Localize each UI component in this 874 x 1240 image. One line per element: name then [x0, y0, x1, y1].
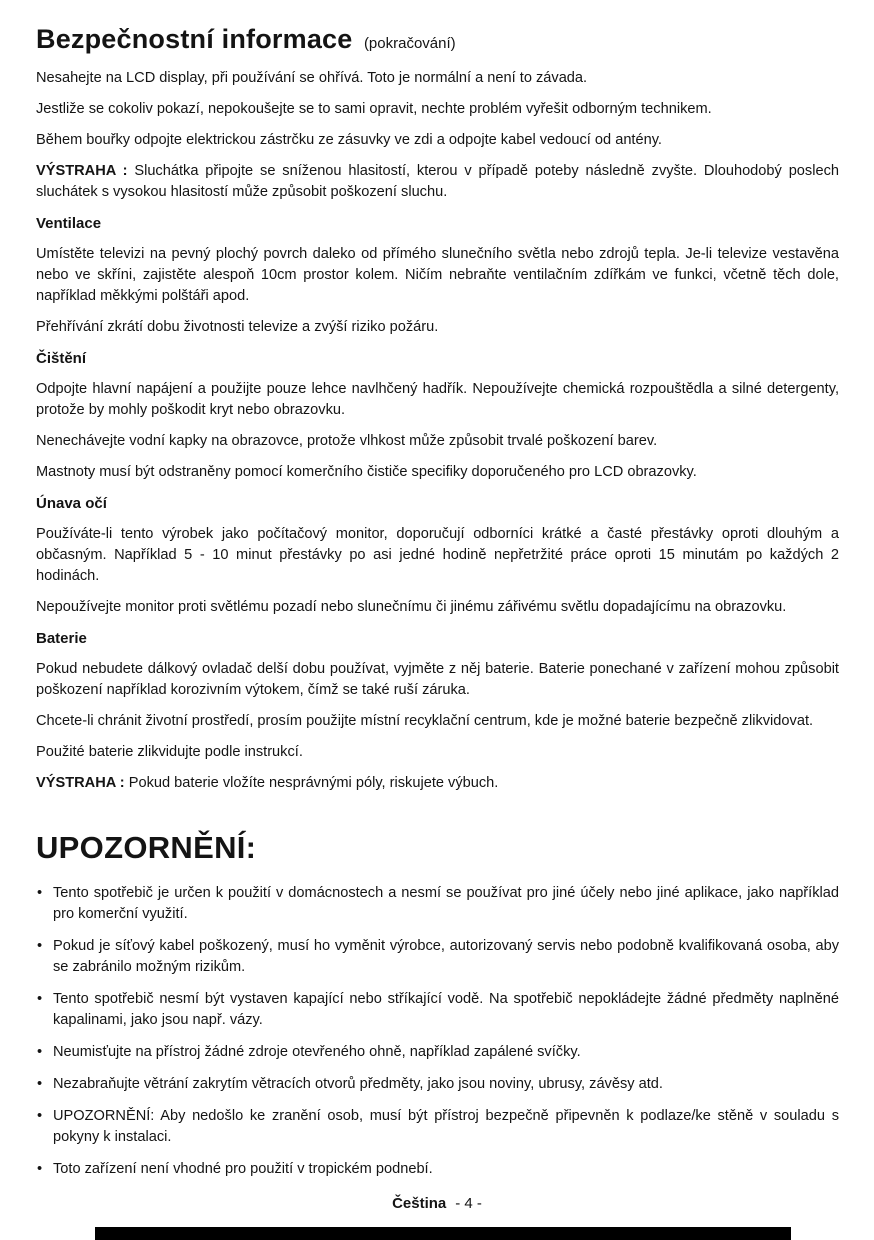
section-heading-baterie: Baterie	[36, 630, 87, 647]
notice-item-text: Neumisťujte na přístroj žádné zdroje otevřeného ohně, například zapálené svíčky.	[53, 1044, 581, 1060]
section-paragraph: Mastnoty musí být odstraněny pomocí komerčního čističe specifiky doporučeného pro LCD obrazovky.	[36, 464, 697, 480]
notice-item	[36, 1106, 839, 1148]
notice-item	[36, 936, 839, 978]
bullet-icon: •	[37, 1108, 43, 1124]
footer-language: Čeština	[392, 1195, 447, 1212]
notice-item-text: Pokud je síťový kabel poškozený, musí ho vyměnit výrobce, autorizovaný servis nebo podobně kvalifikovaná osoba, aby se zabránilo možným rizikům.	[53, 938, 839, 975]
bullet-icon: •	[37, 1076, 43, 1092]
notice-item-text: UPOZORNĚNÍ: Aby nedošlo ke zranění osob, musí být přístroj bezpečně připevněn k podlaze/ke stěně v souladu s pokyny k instalaci.	[53, 1108, 839, 1145]
page-title: Bezpečnostní informace	[36, 24, 353, 54]
notice-item-text: Nezabraňujte větrání zakrytím větracích otvorů předměty, jako jsou noviny, ubrusy, závěsy atd.	[53, 1076, 663, 1092]
notice-list	[36, 883, 839, 1180]
notice-item	[36, 883, 839, 925]
section-heading-unava-oci: Únava očí	[36, 495, 107, 512]
bullet-icon: •	[37, 938, 43, 954]
warning-headphones-paragraph	[36, 161, 839, 203]
section-paragraph: Použité baterie zlikvidujte podle instrukcí.	[36, 744, 303, 760]
notice-item	[36, 989, 839, 1031]
notice-item	[36, 1159, 839, 1180]
warning-label: VÝSTRAHA :	[36, 163, 128, 179]
section-paragraph: Nepoužívejte monitor proti světlému pozadí nebo slunečnímu či jinému zářivému světlu dopadajícímu na obrazovku.	[36, 599, 787, 615]
notice-item	[36, 1074, 839, 1095]
warning-text: Sluchátka připojte se sníženou hlasitostí, kterou v případě poteby následně zvyšte. Dlouhodobý poslech sluchátek s vysokou hlasitostí může způsobit poškození sluchu.	[36, 163, 839, 200]
section-paragraph: Pokud nebudete dálkový ovladač delší dobu používat, vyjměte z něj baterie. Baterie ponechané v zařízení mohou způsobit poškození například korozivním výtokem, čímž se také ruší záruka.	[36, 661, 839, 698]
bullet-icon: •	[37, 885, 43, 901]
bottom-black-bar	[95, 1227, 791, 1240]
section-paragraph: Nenechávejte vodní kapky na obrazovce, protože vlhkost může způsobit trvalé poškození barev.	[36, 433, 658, 449]
bullet-icon: •	[37, 1044, 43, 1060]
intro-paragraph: Nesahejte na LCD display, při používání se ohřívá. Toto je normální a není to závada.	[36, 70, 588, 86]
warning-label: VÝSTRAHA :	[36, 775, 125, 791]
notice-item-text: Toto zařízení není vhodné pro použití v tropickém podnebí.	[53, 1161, 433, 1177]
section-heading-ventilace: Ventilace	[36, 215, 102, 232]
section-paragraph: Přehřívání zkrátí dobu životnosti televize a zvýší riziko požáru.	[36, 319, 439, 335]
bullet-icon: •	[37, 991, 43, 1007]
page-title-row	[36, 24, 839, 55]
warning-text: Pokud baterie vložíte nesprávnými póly, riskujete výbuch.	[128, 775, 499, 791]
section-paragraph: Umístěte televizi na pevný plochý povrch daleko od přímého slunečního světla nebo zdrojů tepla. Je-li televize vestavěna nebo ve skříni, zajistěte alespoň 10cm prostor kolem. Ničím nebraňte ventilačním zdířkám ve funkci, včetně těch dole, například měkkými polštáři apod.	[36, 246, 839, 304]
notice-item-text: Tento spotřebič nesmí být vystaven kapající nebo stříkající vodě. Na spotřebič nepokládejte žádné předměty naplněné kapalinami, jako jsou např. vázy.	[53, 991, 839, 1028]
notice-item	[36, 1042, 839, 1063]
notice-item-text: Tento spotřebič je určen k použití v domácnostech a nesmí se používat pro jiné účely nebo jiné aplikace, jako například pro komerční využití.	[53, 885, 839, 922]
section-heading-cisteni: Čištění	[36, 350, 87, 367]
section-paragraph: Používáte-li tento výrobek jako počítačový monitor, doporučují odborníci krátké a časté přestávky oproti dlouhým a občasným. Například 5 - 10 minut přestávky po asi jedné hodině nepřetržité práce oproti 15 minutám po každých 2 hodinách.	[36, 526, 839, 584]
intro-paragraph: Jestliže se cokoliv pokazí, nepokoušejte se to sami opravit, nechte problém vyřešit odborným technikem.	[36, 101, 712, 117]
bullet-icon: •	[37, 1161, 43, 1177]
page-title-note: (pokračování)	[363, 35, 456, 52]
page-footer	[0, 1195, 874, 1212]
intro-paragraph: Během bouřky odpojte elektrickou zástrčku ze zásuvky ve zdi a odpojte kabel vedoucí od antény.	[36, 132, 662, 148]
footer-page-number: - 4 -	[455, 1195, 482, 1212]
warning-battery-paragraph	[36, 773, 839, 794]
section-paragraph: Odpojte hlavní napájení a použijte pouze lehce navlhčený hadřík. Nepoužívejte chemická rozpouštědla a silné detergenty, protože by mohly poškodit kryt nebo obrazovku.	[36, 381, 839, 418]
notice-heading: UPOZORNĚNÍ:	[36, 830, 257, 865]
section-paragraph: Chcete-li chránit životní prostředí, prosím použijte místní recyklační centrum, kde je možné baterie bezpečně zlikvidovat.	[36, 713, 814, 729]
